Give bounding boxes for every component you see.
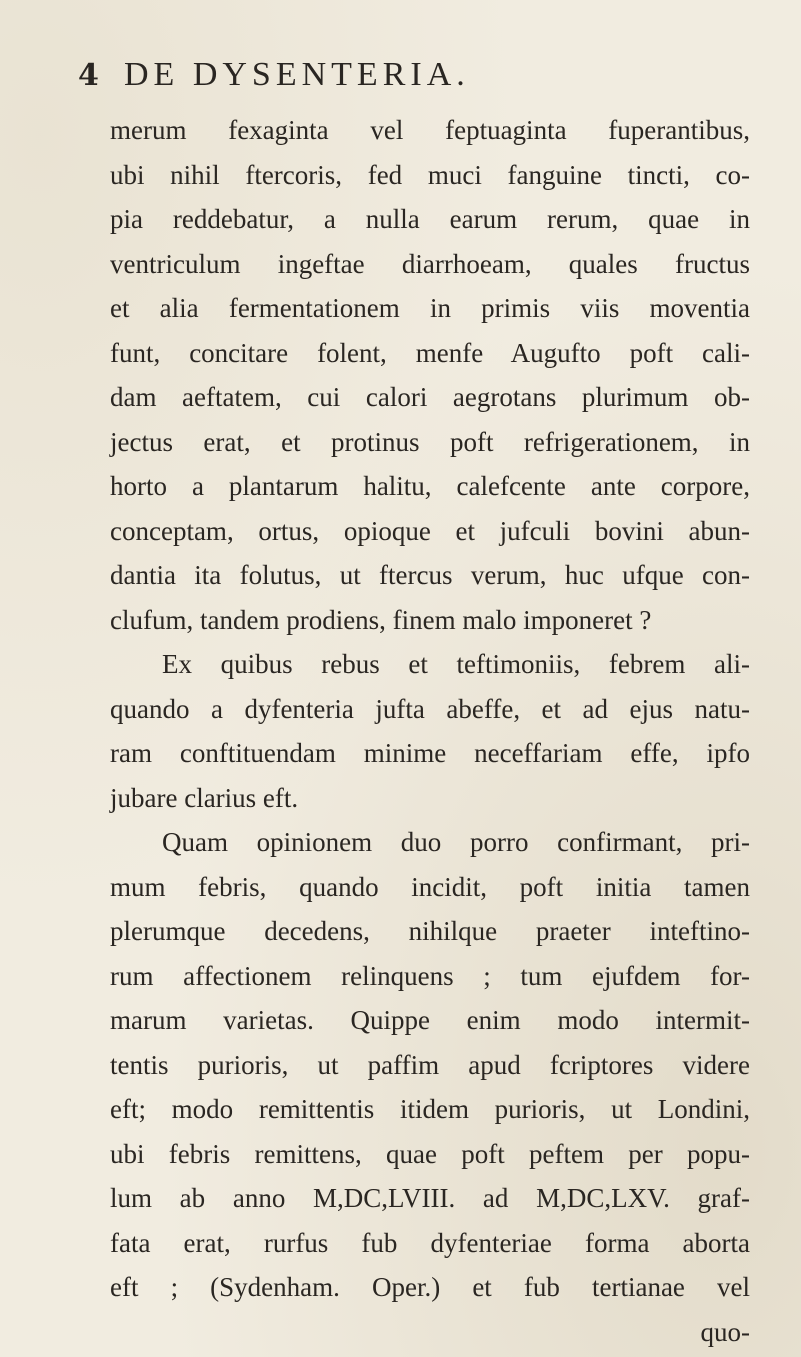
text-line: merum fexaginta vel feptuaginta fuperantibus, (110, 115, 750, 145)
paragraph-start-line: Ex quibus rebus et teftimoniis, febrem ali- (162, 649, 750, 679)
text-line: eft; modo remittentis itidem purioris, ut Londini, (110, 1094, 750, 1124)
text-line: funt, concitare folent, menfe Augufto poft cali- (110, 337, 750, 368)
text-line: rum affectionem relinquens ; tum ejufdem for- (110, 960, 750, 991)
text-line: plerumque decedens, nihilque praeter inteftino- (110, 916, 750, 946)
text-line: horto a plantarum halitu, calefcente ante corpore, (110, 471, 750, 501)
text-line: jectus erat, et protinus poft refrigerationem, in (110, 426, 750, 457)
text-line: clufum, tandem prodiens, finem malo imponeret ? (110, 604, 652, 635)
text-line: pia reddebatur, a nulla earum rerum, quae in (110, 204, 750, 234)
text-line: ubi febris remittens, quae poft peftem per popu- (110, 1138, 750, 1169)
text-line: eft ; (Sydenham. Oper.) et fub tertianae vel (110, 1272, 750, 1302)
text-line: mum febris, quando incidit, poft initia tamen (110, 871, 750, 902)
body-text (110, 108, 750, 1354)
catchword: quo- (700, 1316, 750, 1347)
text-line: conceptam, ortus, opioque et jufculi bovini abun- (110, 515, 750, 546)
text-line: ram conftituendam minime neceffariam effe, ipfo (110, 738, 750, 768)
text-line: quando a dyfenteria jufta abeffe, et ad ejus natu- (110, 693, 750, 724)
running-head: DE DYSENTERIA. (124, 56, 470, 93)
text-line: dam aeftatem, cui calori aegrotans plurimum ob- (110, 382, 750, 412)
page-number: 4 (78, 58, 99, 93)
text-line: fata erat, rurfus fub dyfenteriae forma aborta (110, 1227, 750, 1258)
paragraph-start-line: Quam opinionem duo porro confirmant, pri- (162, 827, 750, 857)
text-line: ventriculum ingeftae diarrhoeam, quales fructus (110, 248, 750, 279)
text-line: ubi nihil ftercoris, fed muci fanguine tincti, co- (110, 159, 750, 190)
text-line: tentis purioris, ut paffim apud fcriptores videre (110, 1049, 750, 1080)
text-line: jubare clarius eft. (110, 782, 299, 813)
text-line: lum ab anno M,DC,LVIII. ad M,DC,LXV. graf- (110, 1183, 750, 1213)
text-line: et alia fermentationem in primis viis moventia (110, 293, 750, 323)
page-header (78, 56, 470, 94)
text-line: marum varietas. Quippe enim modo intermit- (110, 1005, 750, 1035)
text-line: dantia ita folutus, ut ftercus verum, huc ufque con- (110, 560, 750, 590)
